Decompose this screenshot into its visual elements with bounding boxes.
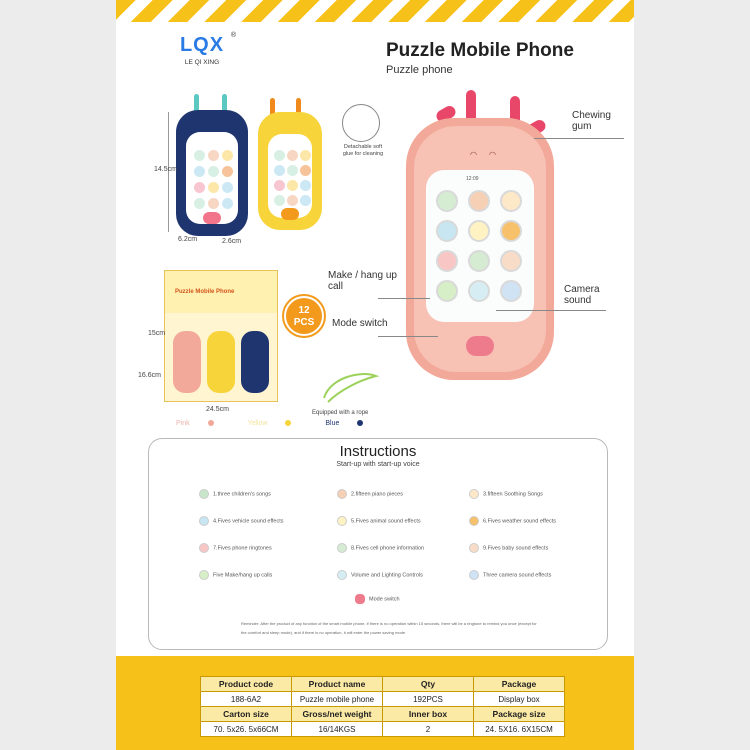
table-row: Product code Product name Qty Package: [201, 677, 565, 692]
page-title: Puzzle Mobile Phone: [386, 40, 574, 61]
pcs-count: 12: [298, 305, 310, 316]
logo-subtext: LE QI XING: [184, 59, 220, 66]
box-width-label: 24.5cm: [206, 406, 229, 413]
feature-item: Mode switch: [355, 594, 400, 604]
handset-icon: [199, 570, 209, 580]
yellow-phone-screen: [268, 134, 312, 218]
heart-icon: [203, 212, 221, 224]
bell-icon: [199, 543, 209, 553]
make-hang-up-callout: Make / hang up call: [328, 270, 397, 292]
heart-icon: [355, 594, 365, 604]
pcs-unit: PCS: [293, 317, 315, 328]
car-icon: [199, 516, 209, 526]
reminder-text: Reminder: After the product of any function of the smart mobile phone, if there is no operation within 15 seconds, there will be a ringtone to remind you once (except for the comfort and sleep mode), and if there is no operation, it will enter the power saving mode: [241, 621, 537, 635]
piano-icon: [337, 489, 347, 499]
phone-screen: [426, 170, 534, 322]
rope-icon: [320, 368, 380, 408]
color-blue: Blue: [325, 420, 379, 427]
rope-caption: Equipped with a rope: [312, 410, 369, 416]
feature-item: 4.Fives vehicle sound effects: [199, 516, 284, 526]
table-row: 70. 5x26. 5x66CM 16/14KGS 2 24. 5X16. 6X15CM: [201, 722, 565, 737]
feature-item: 5.Fives animal sound effects: [337, 516, 421, 526]
chewing-gum-callout: Chewing gum: [572, 110, 611, 132]
width-label: 2.6cm: [222, 238, 242, 245]
color-pink: Pink: [176, 420, 230, 427]
mode-switch-callout: Mode switch: [332, 318, 388, 329]
camera-sound-callout: Camera sound: [564, 284, 600, 306]
table-row: Carton size Gross/net weight Inner box Package size: [201, 707, 565, 722]
top-hazard-stripes: [116, 0, 634, 22]
screen-time: 12:09: [466, 176, 479, 182]
display-box-image: [164, 270, 278, 402]
instructions-subtitle: Start-up with start-up voice: [336, 461, 420, 468]
camera-icon: [469, 570, 479, 580]
baby-icon: [469, 543, 479, 553]
product-sheet: [116, 0, 634, 750]
feature-item: 6.Fives weather sound effects: [469, 516, 556, 526]
display-box-brand: Puzzle Mobile Phone: [175, 289, 235, 295]
logo-mark: LQX: [179, 34, 225, 56]
feature-item: 2.fifteen piano pieces: [337, 489, 403, 499]
feature-item: 8.Fives cell phone information: [337, 543, 424, 553]
yellow-phone-image: [258, 112, 322, 230]
page-subtitle: Puzzle phone: [386, 64, 453, 76]
box-height-label: 15cm: [148, 330, 166, 337]
color-yellow: Yellow: [247, 420, 307, 427]
feature-item: 1.three children's songs: [199, 489, 271, 499]
box-depth-label: 16.6cm: [138, 372, 161, 379]
feature-item: Five Make/hang up calls: [199, 570, 272, 580]
chat-icon: [337, 543, 347, 553]
table-row: 188-6A2 Puzzle mobile phone 192PCS Display box: [201, 692, 565, 707]
height-label: 14.5cm: [154, 166, 177, 173]
volume-icon: [337, 570, 347, 580]
feature-item: Volume and Lighting Controls: [337, 570, 423, 580]
detachable-glue-image: [342, 104, 380, 142]
feature-item: Three camera sound effects: [469, 570, 551, 580]
blue-phone-image: [176, 110, 248, 236]
face-eyes: ◠◠: [470, 150, 508, 159]
feature-item: 9.Fives baby sound effects: [469, 543, 548, 553]
heart-icon: [281, 208, 299, 220]
depth-label: 6.2cm: [178, 236, 198, 243]
blue-phone-screen: [186, 132, 238, 224]
feature-item: 3.fifteen Soothing Songs: [469, 489, 543, 499]
mode-switch-heart-icon: [466, 336, 494, 356]
pcs-badge: [284, 296, 324, 336]
color-options: [176, 420, 395, 427]
instructions-panel: [148, 438, 608, 650]
music-note-icon: [199, 489, 209, 499]
detachable-caption: Detachable soft glue for cleaning: [342, 144, 384, 157]
animal-icon: [337, 516, 347, 526]
moon-icon: [469, 489, 479, 499]
spec-table: [200, 676, 565, 737]
feature-item: 7.Fives phone ringtones: [199, 543, 272, 553]
brand-logo: [172, 32, 236, 82]
instructions-title: Instructions: [339, 443, 417, 460]
sun-icon: [469, 516, 479, 526]
registered-mark: ®: [230, 32, 236, 39]
